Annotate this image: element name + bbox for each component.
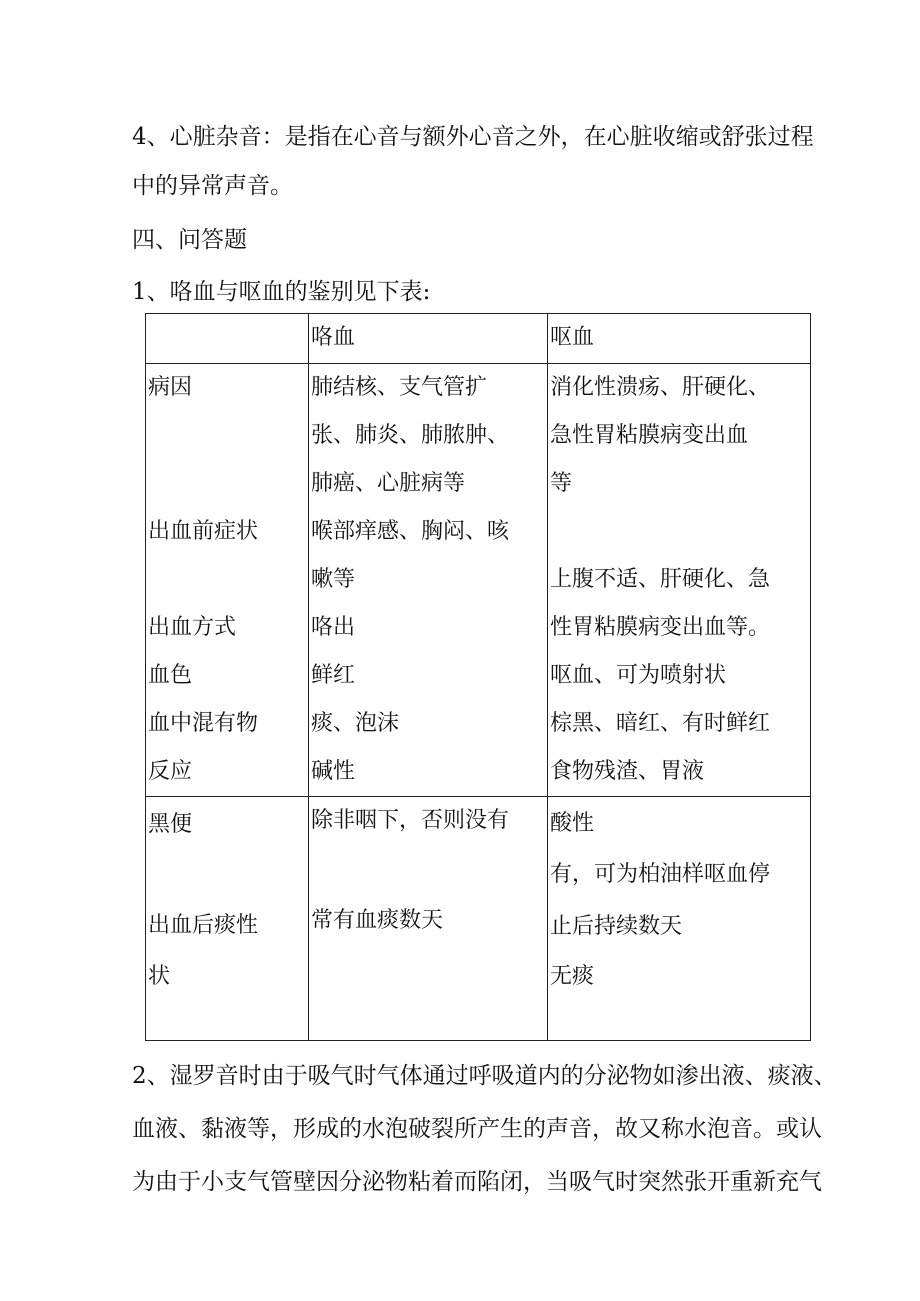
- row2-hematemesis-cell: [548, 797, 811, 1041]
- hemoptysis-text-line: 肺癌、心脏病等: [311, 471, 466, 496]
- hematemesis-text-line: 上腹不适、肝硬化、急: [550, 567, 771, 592]
- hemoptysis-text-line: 嗽等: [311, 567, 356, 592]
- header-empty-cell: [146, 314, 309, 364]
- hematemesis-text-line: 急性胃粘膜病变出血: [550, 423, 749, 448]
- table-row: [146, 797, 811, 1041]
- hemoptysis-text-line: 肺结核、支气管扩: [311, 375, 488, 400]
- question-2-line-2: 血液、黏液等，形成的水泡破裂所产生的声音，故又称水泡音。或认: [132, 1116, 822, 1142]
- row2-hemoptysis-cell: [309, 797, 548, 1041]
- row1-labels-cell: [146, 364, 309, 797]
- question-2-line-1: 2、湿罗音时由于吸气时气体通过呼吸道内的分泌物如渗出液、痰液、: [132, 1063, 837, 1089]
- hematemesis-text-line: 消化性溃疡、肝硬化、: [550, 375, 771, 400]
- hematemesis-text-line: 有，可为柏油样呕血停: [550, 862, 771, 887]
- question-2-line-3: 为由于小支气管壁因分泌物粘着而陷闭，当吸气时突然张开重新充气: [132, 1169, 822, 1195]
- row1-hematemesis-cell: [548, 364, 811, 797]
- paragraph-4-line-1: 4、心脏杂音：是指在心音与额外心音之外，在心脏收缩或舒张过程: [132, 124, 814, 150]
- label-blood-color: 血色: [148, 663, 193, 688]
- hemoptysis-text-line: 咯出: [311, 615, 356, 640]
- header-hemoptysis: 咯血: [309, 314, 548, 364]
- label-reaction: 反应: [148, 759, 193, 784]
- hematemesis-text-line: 等: [550, 471, 573, 496]
- hematemesis-text-line: 无痰: [550, 964, 595, 989]
- label-pre-bleeding-symptoms: 出血前症状: [148, 519, 259, 544]
- hematemesis-text-line: 酸性: [550, 811, 595, 836]
- hemoptysis-text-line: 常有血痰数天: [311, 908, 444, 933]
- table-row: [146, 364, 811, 797]
- label-post-bleeding-sputum-cont: 状: [148, 964, 171, 989]
- table-header-row: [146, 314, 811, 364]
- paragraph-4-line-2: 中的异常声音。: [132, 173, 293, 199]
- hemoptysis-text-line: 喉部痒感、胸闷、咳: [311, 519, 510, 544]
- label-cause: 病因: [148, 375, 193, 400]
- hematemesis-text-line: 棕黑、暗红、有时鲜红: [550, 711, 771, 736]
- section-title: 四、问答题: [132, 227, 247, 253]
- label-bleeding-manner: 出血方式: [148, 615, 237, 640]
- row1-hemoptysis-cell: [309, 364, 548, 797]
- label-post-bleeding-sputum: 出血后痰性: [148, 913, 259, 938]
- hemoptysis-text-line: 鲜红: [311, 663, 356, 688]
- hemoptysis-text-line: 痰、泡沫: [311, 711, 400, 736]
- hemoptysis-text-line: 张、肺炎、肺脓肿、: [311, 423, 510, 448]
- row2-labels-cell: [146, 797, 309, 1041]
- comparison-table: [145, 313, 811, 1041]
- hematemesis-text-line: 止后持续数天: [550, 914, 683, 939]
- label-melena: 黑便: [148, 812, 193, 837]
- header-hematemesis: 呕血: [548, 314, 811, 364]
- hematemesis-text-line: 食物残渣、胃液: [550, 759, 705, 784]
- label-mixed-content: 血中混有物: [148, 711, 259, 736]
- hemoptysis-text-line: 碱性: [311, 759, 356, 784]
- hemoptysis-text-line: 除非咽下，否则没有: [311, 808, 510, 833]
- question-1-intro: 1、咯血与呕血的鉴别见下表:: [132, 279, 431, 305]
- hematemesis-text-line: 呕血、可为喷射状: [550, 663, 727, 688]
- hematemesis-text-line: 性胃粘膜病变出血等。: [550, 615, 771, 640]
